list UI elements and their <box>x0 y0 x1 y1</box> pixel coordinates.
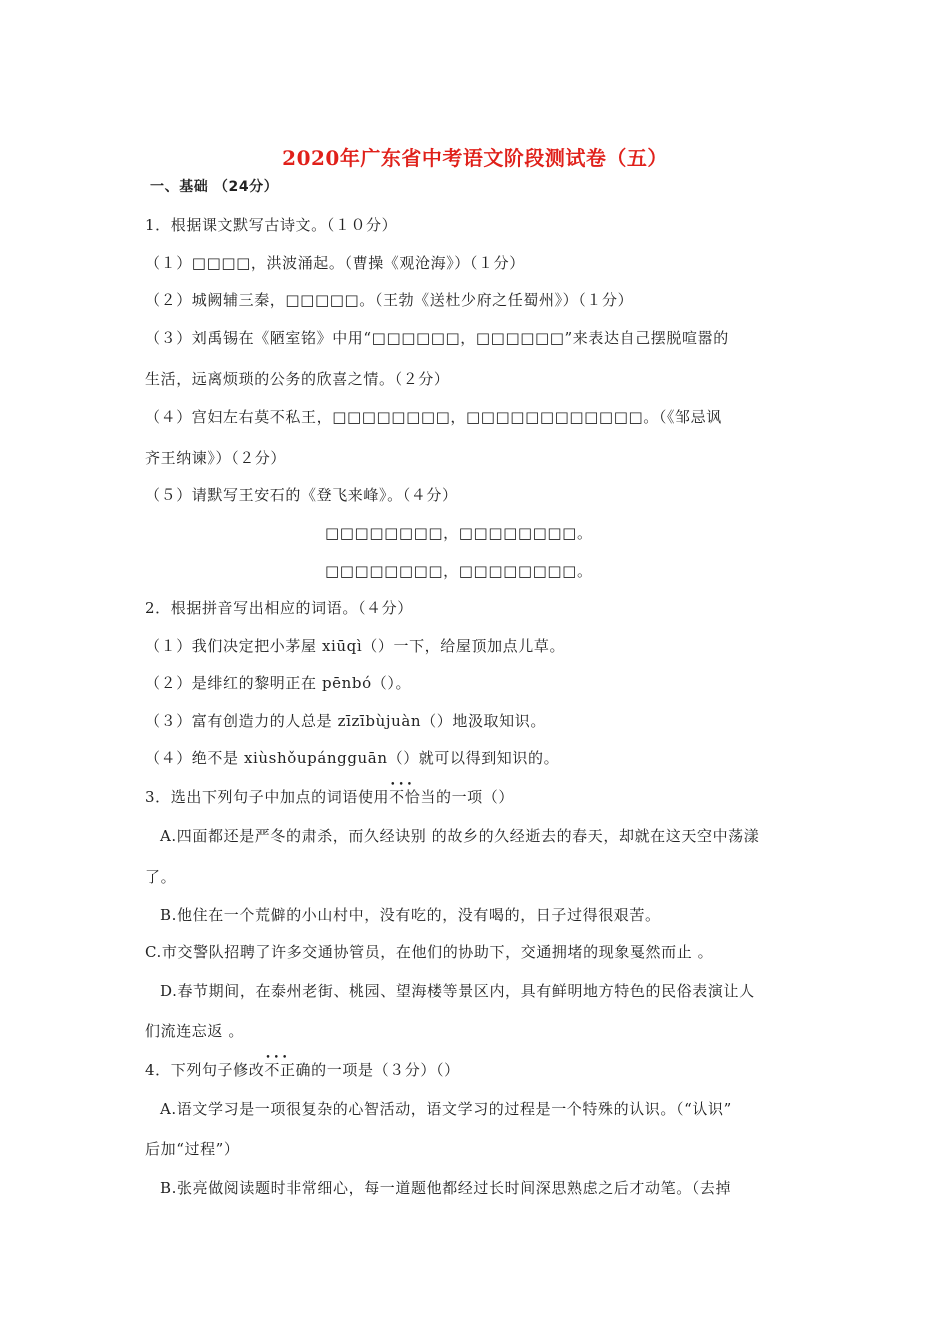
question-1-item-1: （１）□□□□，洪波涌起。（曹操《观沧海》）（１分） <box>145 254 525 272</box>
question-1-item-3: （３）刘禹锡在《陋室铭》中用“□□□□□□，□□□□□□”来表达自己摆脱喧嚣的 <box>145 329 729 347</box>
question-3-stem-pre: 3．选出下列句子中加点的词语使用 <box>145 788 390 806</box>
question-4-option-a: A.语文学习是一项很复杂的心智活动，语文学习的过程是一个特殊的认识。（“认识” <box>160 1100 732 1118</box>
question-1-item-2: （２）城阙辅三秦，□□□□□。（王勃《送杜少府之任蜀州》）（１分） <box>145 291 634 309</box>
question-3-stem <box>145 787 810 807</box>
section-heading: 一、基础 （24分） <box>150 179 279 195</box>
question-3-option-d: D.春节期间，在泰州老街、桃园、望海楼等景区内，具有鲜明地方特色的民俗表演让人 <box>160 982 755 1000</box>
question-1-item-3-cont: 生活，远离烦琐的公务的欣喜之情。（２分） <box>145 370 450 388</box>
question-3-option-a-cont: 了。 <box>145 868 177 886</box>
poem-line-1: □□□□□□□□，□□□□□□□□。 <box>325 524 593 542</box>
question-2-item-1: （１）我们决定把小茅屋 xiūqì（）一下，给屋顶加点儿草。 <box>145 637 566 655</box>
poem-line-2: □□□□□□□□，□□□□□□□□。 <box>325 562 593 580</box>
question-3-emphasis: ••• 不恰当 <box>389 788 436 806</box>
question-1-item-5: （５）请默写王安石的《登飞来峰》。（４分） <box>145 486 458 504</box>
question-4-stem-pre: 4．下列句子修改 <box>145 1061 265 1079</box>
question-2-stem: 2．根据拼音写出相应的词语。（４分） <box>145 599 413 617</box>
question-3-option-b: B.他住在一个荒僻的小山村中，没有吃的，没有喝的，日子过得很艰苦。 <box>160 906 661 924</box>
question-3-stem-post: 的一项（） <box>435 788 514 806</box>
question-2-item-4: （４）绝不是 xiùshǒupángguān（）就可以得到知识的。 <box>145 749 560 767</box>
question-3-option-d-cont: 们流连忘返 。 <box>145 1022 244 1040</box>
question-2-item-2: （２）是绯红的黎明正在 pēnbó（）。 <box>145 674 412 692</box>
question-4-stem <box>145 1060 810 1080</box>
question-4-emphasis: ••• 不正确 <box>264 1061 311 1079</box>
question-3-option-a: A.四面都还是严冬的肃杀，而久经诀别 的故乡的久经逝去的春天，却就在这天空中荡漾 <box>160 827 760 845</box>
question-2-item-3: （３）富有创造力的人总是 zīzībùjuàn（）地汲取知识。 <box>145 712 546 730</box>
page-title: 2020年广东省中考语文阶段测试卷（五） <box>282 146 668 170</box>
question-1-item-4: （４）宫妇左右莫不私王，□□□□□□□□，□□□□□□□□□□□□。（《邹忌讽 <box>145 408 722 426</box>
question-4-option-a-cont: 后加“过程”） <box>145 1140 240 1158</box>
question-4-option-b: B.张亮做阅读题时非常细心，每一道题他都经过长时间深思熟虑之后才动笔。（去掉 <box>160 1179 732 1197</box>
question-3-option-c: C.市交警队招聘了许多交通协管员，在他们的协助下，交通拥堵的现象戛然而止 。 <box>145 943 714 961</box>
question-4-stem-post: 的一项是（３分）（） <box>311 1061 460 1079</box>
question-1-stem: 1．根据课文默写古诗文。（１０分） <box>145 216 398 234</box>
question-1-item-4-cont: 齐王纳谏》）（２分） <box>145 449 287 467</box>
